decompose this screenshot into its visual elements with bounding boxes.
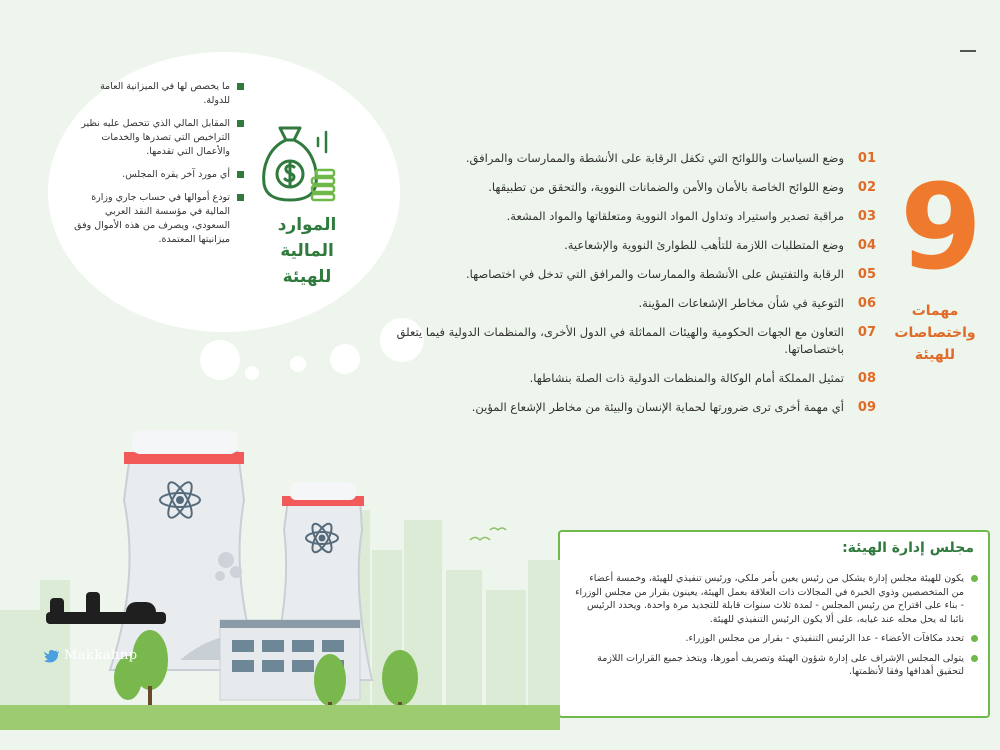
task-item: 03 مراقبة تصدير واستيراد وتداول المواد النووية ومتعلقاتها والمواد المشعة. — [506, 209, 876, 224]
board-title: مجلس إدارة الهيئة: — [842, 540, 974, 556]
list-item: يتولى المجلس الإشراف على إدارة شؤون الهيئة وتصريف أمورها، ويتخذ جميع القرارات اللازمة لتحقيق أهدافها وفقا لأنظمتها. — [574, 652, 978, 679]
money-bag-icon — [256, 118, 340, 208]
bullet-icon — [237, 194, 244, 201]
list-item: تودع أموالها في حساب جاري وزارة المالية في مؤسسة النقد العربي السعودي، ويصرف من هذه الأموال وفق ميزانيتها المعتمدة. — [72, 191, 244, 247]
divider — [960, 50, 976, 52]
task-item: 04 وضع المتطلبات اللازمة للتأهب للطوارئ النووية والإشعاعية. — [564, 238, 876, 253]
bullet-icon — [971, 575, 978, 582]
list-item: أي مورد آخر يقره المجلس. — [72, 168, 244, 182]
list-item: يكون للهيئة مجلس إدارة يشكل من رئيس يعين بأمر ملكي، ورئيس تنفيذي للهيئة، وخمسة أعضاء من المتخصصين وذوي الخبرة في المجالات ذات العلاقة بعمل الهيئة، يعينون بقرار من مجلس الوزراء - بناء على اقتراح من رئيس المجلس - لمدة ثلاث سنوات قابلة للتجديد مرة واحدة. ويحدد الرئيس نائبا له يحل محله عند غيابه، على ألا يكون الرئيس التنفيذي للهيئة. — [574, 572, 978, 626]
logo-mark — [42, 590, 172, 646]
bullet-icon — [237, 83, 244, 90]
list-item: ما يخصص لها في الميزانية العامة للدولة. — [72, 80, 244, 108]
task-item: 07 التعاون مع الجهات الحكومية والهيئات المماثلة في الدول الأخرى، والمنظمات الدولية فيما يتعلق باختصاصاتها. — [396, 325, 876, 356]
board-box — [558, 530, 990, 718]
bullet-icon — [237, 120, 244, 127]
task-item: 06 التوعية في شأن مخاطر الإشعاعات المؤينة. — [638, 296, 876, 311]
tasks-heading: مهمات واختصاصات للهيئة — [894, 303, 976, 363]
task-item: 09 أي مهمة أخرى ترى ضرورتها لحماية الإنسان والبيئة من مخاطر الإشعاع المؤين. — [471, 400, 876, 415]
tasks-count: 9 — [899, 158, 983, 296]
list-item: المقابل المالي الذي تتحصل عليه نظير التراخيص التي تصدرها والخدمات والأعمال التي تقدمها. — [72, 117, 244, 159]
twitter-bird-icon — [44, 649, 60, 663]
logo — [44, 648, 138, 663]
task-item: 05 الرقابة والتفتيش على الأنشطة والممارسات والمرافق التي تدخل في اختصاصها. — [466, 267, 876, 282]
financial-list — [72, 80, 244, 256]
list-item: تحدد مكافآت الأعضاء - عدا الرئيس التنفيذي - بقرار من مجلس الوزراء. — [574, 632, 978, 646]
logo-handle: Makkahnp — [64, 648, 138, 663]
coins-icon — [312, 170, 334, 200]
task-item: 08 تمثيل المملكة أمام الوكالة والمنظمات الدولية ذات الصلة بنشاطها. — [529, 371, 876, 386]
bullet-icon — [971, 655, 978, 662]
financial-title: الموارد المالية للهيئة — [277, 215, 337, 287]
board-list — [574, 572, 978, 685]
task-item: 02 وضع اللوائح الخاصة بالأمان والأمن والضمانات النووية، والتحقق من تطبيقها. — [488, 180, 876, 195]
bullet-icon — [971, 635, 978, 642]
bullet-icon — [237, 171, 244, 178]
task-item: 01 وضع السياسات واللوائح التي تكفل الرقابة على الأنشطة والممارسات والمرافق. — [465, 151, 876, 166]
nuclear-plant-illustration — [0, 360, 560, 730]
